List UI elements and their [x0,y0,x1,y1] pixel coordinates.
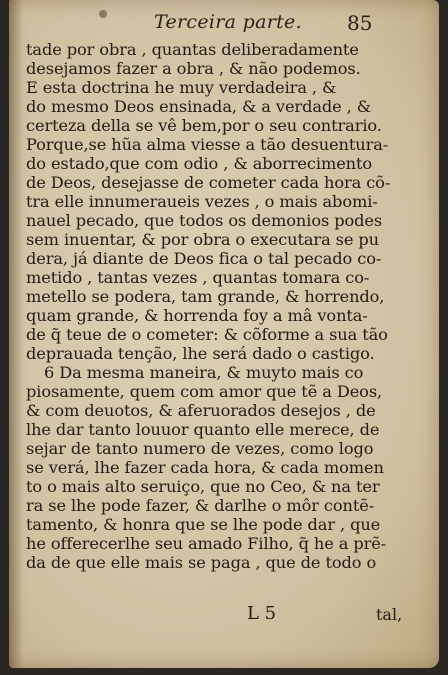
text-line: da de que elle mais se paga , que de todo o [26,553,377,572]
text-line: do estado,que com odio , & aborrecimento [26,154,373,173]
body-text [26,40,398,572]
text-line: se verá, lhe fazer cada hora, & cada momen [26,458,384,477]
text-line: sem inuentar, & por obra o executara se pu [26,230,379,249]
text-line: deprauada tenção, lhe será dado o castigo. [26,344,375,363]
text-line: de q̃ teue de o cometer: & cõforme a sua tão [26,325,388,344]
text-line: to o mais alto seruiço, que no Ceo, & na ter [26,477,380,496]
page-number: 85 [347,11,373,35]
text-line: tra elle innumeraueis vezes , o mais abomi- [26,192,378,211]
text-line: Porque,se hũa alma viesse a tão desuentura- [26,135,389,154]
catchword: tal, [376,605,403,624]
text-line: quam grande, & horrenda foy a mâ vonta- [26,306,368,325]
text-line: do mesmo Deos ensinada, & a verdade , & [26,97,372,116]
signature-mark: L 5 [247,603,277,624]
text-line: tade por obra , quantas deliberadamente [26,40,359,59]
text-line: he offerecerlhe seu amado Filho, q̃ he a prẽ- [26,534,387,553]
text-line: de Deos, desejasse de cometer cada hora cõ- [26,173,391,192]
text-line: tamento, & honra que se lhe pode dar , que [26,515,381,534]
running-title: Terceira parte. [154,11,302,33]
text-line: & com deuotos, & aferuorados desejos , de [26,401,376,420]
text-line: nauel pecado, que todos os demonios podes [26,211,383,230]
page-header [9,8,439,38]
text-line: lhe dar tanto louuor quanto elle merece, de [26,420,380,439]
page-footer [9,603,439,631]
book-page [9,0,439,668]
page-gutter-shadow [9,0,23,668]
text-line: metello se podera, tam grande, & horrendo, [26,287,385,306]
text-line: dera, já diante de Deos fica o tal pecado co- [26,249,382,268]
text-line: E esta doctrina he muy verdadeira , & [26,78,337,97]
paragraph-start-line: 6 Da mesma maneira, & muyto mais co [44,363,364,382]
text-line: certeza della se vê bem,por o seu contrario. [26,116,382,135]
text-line: ra se lhe pode fazer, & darlhe o môr contẽ- [26,496,375,515]
text-line: metido , tantas vezes , quantas tomara co- [26,268,370,287]
text-line: piosamente, quem com amor que tẽ a Deos, [26,382,383,401]
text-line: desejamos fazer a obra , & não podemos. [26,59,361,78]
text-line: sejar de tanto numero de vezes, como logo [26,439,374,458]
